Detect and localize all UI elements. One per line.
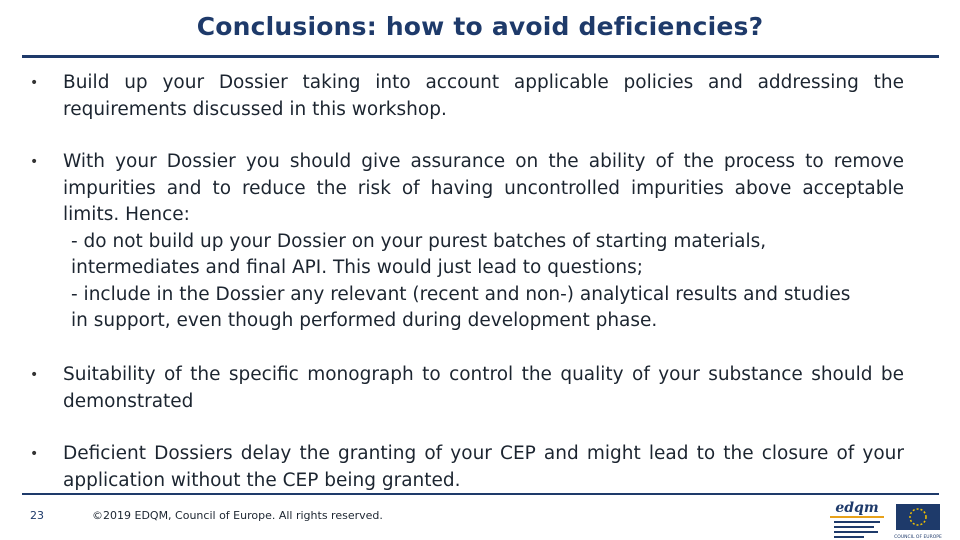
bullet-item-3 [30, 362, 904, 415]
title-underline [22, 55, 939, 58]
edqm-logo [824, 498, 890, 540]
logo-flag [896, 504, 940, 530]
bullet-item-4 [30, 441, 904, 494]
bullet-dot: • [30, 446, 39, 462]
logo-line [834, 531, 878, 533]
sub-point-line: intermediates and final API. This would just lead to questions; [71, 257, 644, 278]
sub-point-line: - do not build up your Dossier on your purest batches of starting materials, [71, 230, 767, 252]
logo-line [834, 536, 864, 538]
bullet-text: Suitability of the specific monograph to control the quality of your substance should be demonstrated [63, 364, 904, 412]
bullet-text: Deficient Dossiers delay the granting of your CEP and might lead to the closure of your application without the CEP being granted. [63, 443, 904, 491]
bullet-item-2 [30, 149, 904, 335]
slide-number: 23 [30, 509, 44, 522]
bullet-item-1 [30, 70, 904, 123]
footer-rule [22, 493, 939, 495]
logo-line [834, 521, 880, 523]
sub-point-line: in support, even though performed during development phase. [71, 310, 658, 331]
logo-line [834, 526, 874, 528]
bullet-dot: • [30, 154, 39, 170]
copyright-notice: ©2019 EDQM, Council of Europe. All rights reserved. [92, 509, 383, 522]
coe-logo-text: COUNCIL OF EUROPE [894, 535, 942, 540]
council-of-europe-logo [894, 498, 942, 540]
sub-point-line: - include in the Dossier any relevant (recent and non-) analytical results and studies [71, 283, 851, 305]
bullet-dot: • [30, 367, 39, 383]
bullet-text: With your Dossier you should give assurance on the ability of the process to remove impurities and to reduce the risk of having uncontrolled impurities above acceptable limits. Hence: [63, 151, 904, 225]
edqm-logo-text: edqm [835, 500, 879, 516]
logo-stripe [830, 516, 884, 518]
bullet-dot: • [30, 75, 39, 91]
bullet-text: Build up your Dossier taking into account applicable policies and addressing the requirements discussed in this workshop. [63, 72, 904, 120]
slide-title: Conclusions: how to avoid deficiencies? [196, 12, 764, 41]
